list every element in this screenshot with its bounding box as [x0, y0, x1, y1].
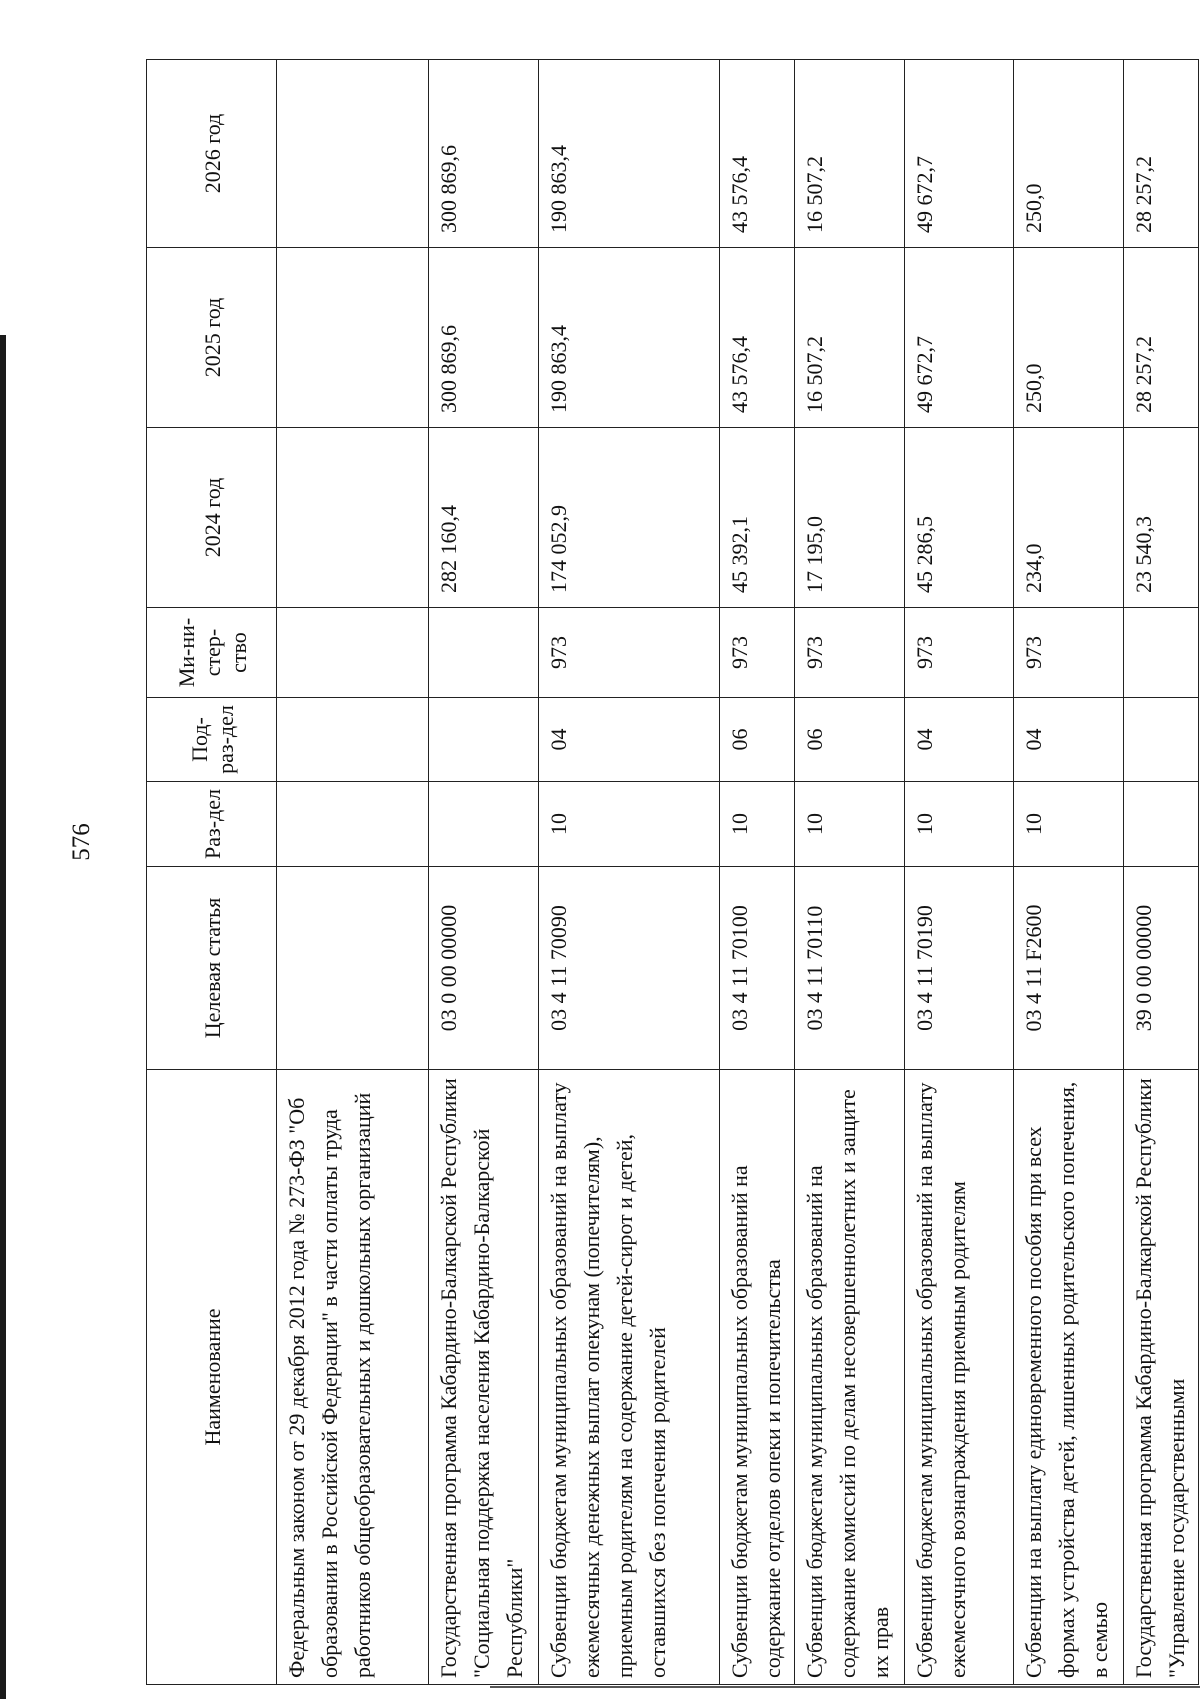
table-row	[905, 60, 1013, 1685]
row-2025: 49 672,7	[905, 248, 1013, 428]
header-2025: 2025 год	[147, 248, 277, 428]
row-name: Государственная программа Кабардино-Балкарской Республики "Социальная поддержка населения Кабардино-Балкарской Республики"	[428, 1070, 538, 1685]
header-target-article: Целевая статья	[147, 867, 277, 1070]
row-name: Государственная программа Кабардино-Балкарской Республики "Управление государственными	[1123, 1070, 1198, 1685]
table-row	[276, 60, 428, 1685]
budget-table	[146, 59, 1199, 1685]
row-2025: 28 257,2	[1123, 248, 1198, 428]
row-2025: 190 863,4	[539, 248, 720, 428]
row-subsection: 06	[795, 698, 905, 782]
row-target-article: 03 4 11 F2600	[1013, 867, 1123, 1070]
row-subsection: 04	[539, 698, 720, 782]
row-subsection	[1123, 698, 1198, 782]
row-target-article: 03 4 11 70100	[720, 867, 795, 1070]
row-name: Субвенции на выплату единовременного пособия при всех формах устройства детей, лишенных родительского попечения, в семью	[1013, 1070, 1123, 1685]
row-2024: 23 540,3	[1123, 428, 1198, 608]
row-ministry: 973	[539, 608, 720, 698]
row-ministry	[428, 608, 538, 698]
row-name: Федеральным законом от 29 декабря 2012 года № 273-ФЗ "Об образовании в Российской Федерации" в части оплаты труда работников общеобразовательных и дошкольных организаций	[276, 1070, 428, 1685]
table-header-row	[147, 60, 277, 1685]
header-name: Наименование	[147, 1070, 277, 1685]
row-ministry: 973	[905, 608, 1013, 698]
row-ministry: 973	[720, 608, 795, 698]
row-section: 10	[905, 782, 1013, 867]
table-row	[1013, 60, 1123, 1685]
row-target-article: 03 4 11 70090	[539, 867, 720, 1070]
table-row	[539, 60, 720, 1685]
header-subsection: Под-раз-дел	[147, 698, 277, 782]
row-2026: 43 576,4	[720, 60, 795, 248]
row-subsection: 04	[1013, 698, 1123, 782]
row-2026: 28 257,2	[1123, 60, 1198, 248]
row-2026: 49 672,7	[905, 60, 1013, 248]
row-2026: 16 507,2	[795, 60, 905, 248]
row-2024: 17 195,0	[795, 428, 905, 608]
row-ministry	[1123, 608, 1198, 698]
row-subsection	[428, 698, 538, 782]
row-2025: 16 507,2	[795, 248, 905, 428]
header-ministry: Ми-ни-стер-ство	[147, 608, 277, 698]
row-target-article: 03 4 11 70110	[795, 867, 905, 1070]
header-section: Раз-дел	[147, 782, 277, 867]
row-2025: 43 576,4	[720, 248, 795, 428]
row-2024: 234,0	[1013, 428, 1123, 608]
row-2024: 174 052,9	[539, 428, 720, 608]
row-2026: 300 869,6	[428, 60, 538, 248]
scan-edge-shadow	[0, 335, 6, 1699]
row-2025: 250,0	[1013, 248, 1123, 428]
row-ministry: 973	[1013, 608, 1123, 698]
row-section: 10	[1013, 782, 1123, 867]
row-section: 10	[720, 782, 795, 867]
row-subsection: 06	[720, 698, 795, 782]
row-2024: 45 286,5	[905, 428, 1013, 608]
row-subsection	[276, 698, 428, 782]
row-2025	[276, 248, 428, 428]
row-2024: 282 160,4	[428, 428, 538, 608]
row-name: Субвенции бюджетам муниципальных образований на выплату ежемесячного вознаграждения приемным родителям	[905, 1070, 1013, 1685]
row-target-article: 39 0 00 00000	[1123, 867, 1198, 1070]
row-target-article: 03 0 00 00000	[428, 867, 538, 1070]
header-2026: 2026 год	[147, 60, 277, 248]
row-2026	[276, 60, 428, 248]
table-row	[428, 60, 538, 1685]
table-row	[720, 60, 795, 1685]
row-subsection: 04	[905, 698, 1013, 782]
row-target-article	[276, 867, 428, 1070]
row-2024	[276, 428, 428, 608]
row-name: Субвенции бюджетам муниципальных образований на выплату ежемесячных денежных выплат опекунам (попечителям), приемным родителям на содержание детей-сирот и детей, оставшихся без попечения родителей	[539, 1070, 720, 1685]
header-2024: 2024 год	[147, 428, 277, 608]
row-target-article: 03 4 11 70190	[905, 867, 1013, 1070]
row-name: Субвенции бюджетам муниципальных образований на содержание комиссий по делам несовершеннолетних и защите их прав	[795, 1070, 905, 1685]
page-number: 576	[68, 823, 95, 861]
row-section	[428, 782, 538, 867]
row-2025: 300 869,6	[428, 248, 538, 428]
row-2026: 190 863,4	[539, 60, 720, 248]
row-section: 10	[539, 782, 720, 867]
row-2024: 45 392,1	[720, 428, 795, 608]
rotated-table-container	[146, 60, 1199, 1685]
row-section	[276, 782, 428, 867]
table-row	[795, 60, 905, 1685]
row-section: 10	[795, 782, 905, 867]
row-ministry: 973	[795, 608, 905, 698]
scan-bottom-rule	[490, 1686, 1200, 1688]
row-name: Субвенции бюджетам муниципальных образований на содержание отделов опеки и попечительства	[720, 1070, 795, 1685]
table-row	[1123, 60, 1198, 1685]
row-section	[1123, 782, 1198, 867]
row-2026: 250,0	[1013, 60, 1123, 248]
row-ministry	[276, 608, 428, 698]
